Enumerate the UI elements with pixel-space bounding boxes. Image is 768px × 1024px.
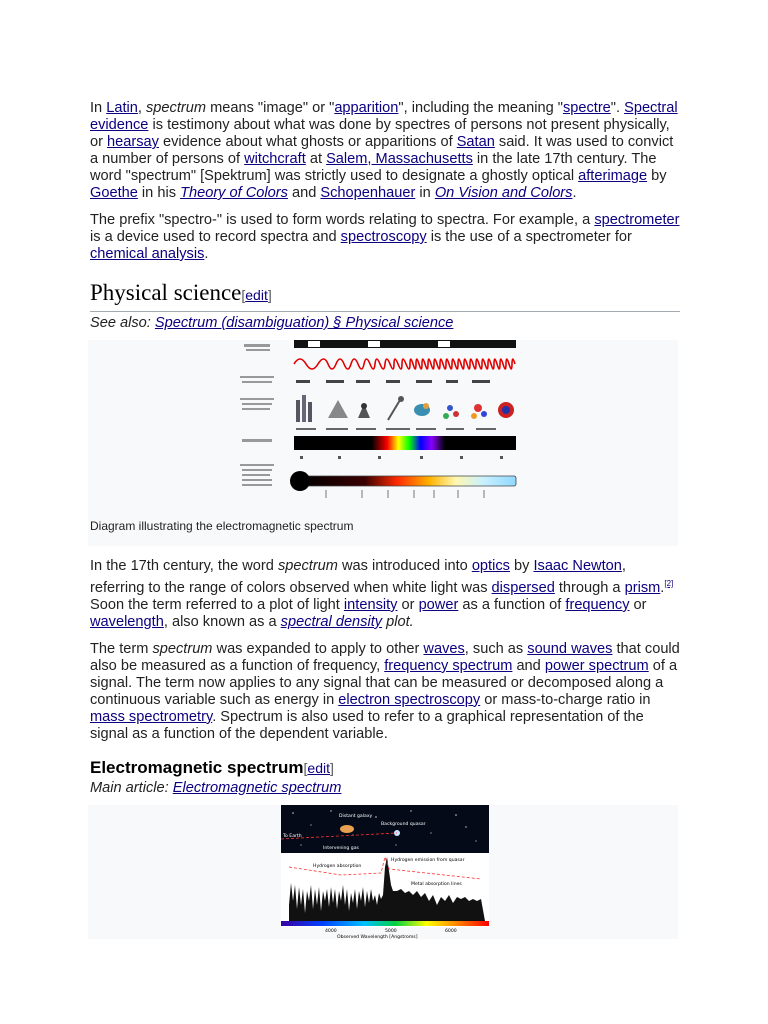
inline-link[interactable]: spectrometer [594,212,680,228]
heading-text: Electromagnetic spectrum [90,757,304,777]
inline-link[interactable]: spectral density [280,613,383,630]
inline-link[interactable]: dispersed [491,579,555,596]
tick-4000: 4000 [325,928,337,934]
edit-section: [edit] [241,287,272,303]
inline-link[interactable]: power [418,596,459,613]
inline-link[interactable]: Salem, Massachusetts [326,151,473,167]
main-article-link[interactable]: Electromagnetic spectrum [172,779,342,796]
edit-link[interactable]: edit [307,759,330,776]
emphasis-text: spectrum [277,558,338,574]
inline-link[interactable]: chemical analysis [90,246,205,262]
section-heading-physical-science [90,279,680,312]
inline-link[interactable]: hearsay [107,134,159,150]
inline-link[interactable]: mass spectrometry [90,708,213,725]
inline-link[interactable]: waves [423,640,465,657]
inline-link[interactable]: frequency [565,596,630,613]
wave-line [294,359,515,369]
inline-link[interactable]: Goethe [90,185,138,201]
physical-science-paragraph-1: In the 17th century, the word spectrum was introduced into optics by Isaac Newton, referring to the range of colors observed when white light was dispersed through a prism.[2] Soon the term referred to a plot of light intensity or power as a function of frequency or wavelength, also known as a spectral density plot. [90,558,674,630]
inline-link[interactable]: optics [471,558,510,574]
emphasis-text: plot. [382,613,414,630]
see-also-link[interactable]: Spectrum (disambiguation) § Physical science [154,315,454,331]
earth-label: To Earth [283,833,302,839]
edit-link[interactable]: edit [245,287,268,303]
inline-link[interactable]: frequency spectrum [384,657,513,674]
quasar-label: Background quasar [381,821,426,827]
inline-link[interactable]: Latin [106,100,138,116]
edit-section: [edit] [303,759,334,776]
inline-link[interactable]: Theory of Colors [180,185,288,201]
inline-link[interactable]: sound waves [527,640,613,657]
scale-object-icons [296,395,514,422]
inline-link[interactable]: prism [624,579,661,596]
em-spectrum-figure [88,340,678,546]
figure-caption: Diagram illustrating the electromagnetic spectrum [90,519,354,533]
inline-link[interactable]: wavelength [90,613,164,630]
metal-label: Metal absorption lines [411,881,462,887]
gas-label: Intervening gas [323,845,359,851]
section-heading-em-spectrum [90,757,680,779]
inline-link[interactable]: Spectral evidence [90,100,678,133]
h-absorption-label: Hydrogen absorption [313,863,362,869]
inline-link[interactable]: witchcraft [244,151,306,167]
label-glyphs [240,344,274,486]
intro-paragraph-2: The prefix "spectro-" is used to form words relating to spectra. For example, a spectrometer is a device used to record spectra and spectroscopy is the use of a spectrometer for chemical analysis. [90,212,680,262]
physical-science-paragraph-2: The term spectrum was expanded to apply to other waves, such as sound waves that could also be measured as a function of frequency, frequency spectrum and power spectrum of a signal. The term now applies to any signal that can be measured or decomposed along a continuous variable such as energy in electron spectroscopy or mass-to-charge ratio in mass spectrometry. Spectrum is also used to refer to a graphical representation of the signal as a function of the dependent variable. [90,640,680,742]
heading-text: Physical science [90,280,242,305]
inline-link[interactable]: Isaac Newton [533,558,622,574]
galaxy-label: Distant galaxy [339,813,373,819]
h-emission-label: Hydrogen emission from quasar [391,857,465,863]
citation-link[interactable]: [2] [664,579,674,588]
intro-paragraph-1: In Latin, spectrum means "image" or "apparition", including the meaning "spectre". Spectral evidence is testimony about what was done by spectres of persons not present physically, or hearsay evidence about what ghosts or apparitions of Satan said. It was used to convict a number of persons of witchcraft at Salem, Massachusetts in the late 17th century. The word "spectrum" [Spektrum] was strictly used to designate a ghostly optical afterimage by Goethe in his Theory of Colors and Schopenhauer in On Vision and Colors. [90,100,678,201]
distant-galaxy [340,825,354,833]
inline-link[interactable]: intensity [343,596,398,613]
emphasis-text: spectrum [146,100,207,116]
inline-link[interactable]: spectroscopy [340,229,427,245]
inline-link[interactable]: electron spectroscopy [338,691,481,708]
axis-label: Observed Wavelength [Angstroms] [337,934,418,939]
space-image [281,805,489,853]
quasar-spectrum-diagram [281,805,489,939]
main-article-hatnote: Main article: Electromagnetic spectrum [90,779,342,796]
emphasis-text: spectrum [152,640,213,657]
inline-link[interactable]: apparition [334,100,399,116]
inline-link[interactable]: Schopenhauer [320,185,416,201]
inline-link[interactable]: spectre [562,100,611,116]
inline-link[interactable]: On Vision and Colors [434,185,573,201]
em-spectrum-diagram [238,340,518,512]
tick-6000: 6000 [445,928,457,934]
thermometer-bulb [290,471,310,491]
tick-5000: 5000 [385,928,397,934]
visible-spectrum-band [294,436,516,450]
temperature-bar [300,476,516,486]
see-also-hatnote: See also: Spectrum (disambiguation) § Physical science [90,315,454,331]
inline-link[interactable]: power spectrum [544,657,649,674]
rainbow-axis-bar [281,921,489,926]
quasar-spectrum-figure [88,805,678,939]
inline-link[interactable]: Satan [456,134,495,150]
article-content [90,100,680,939]
inline-link[interactable]: afterimage [578,168,648,184]
